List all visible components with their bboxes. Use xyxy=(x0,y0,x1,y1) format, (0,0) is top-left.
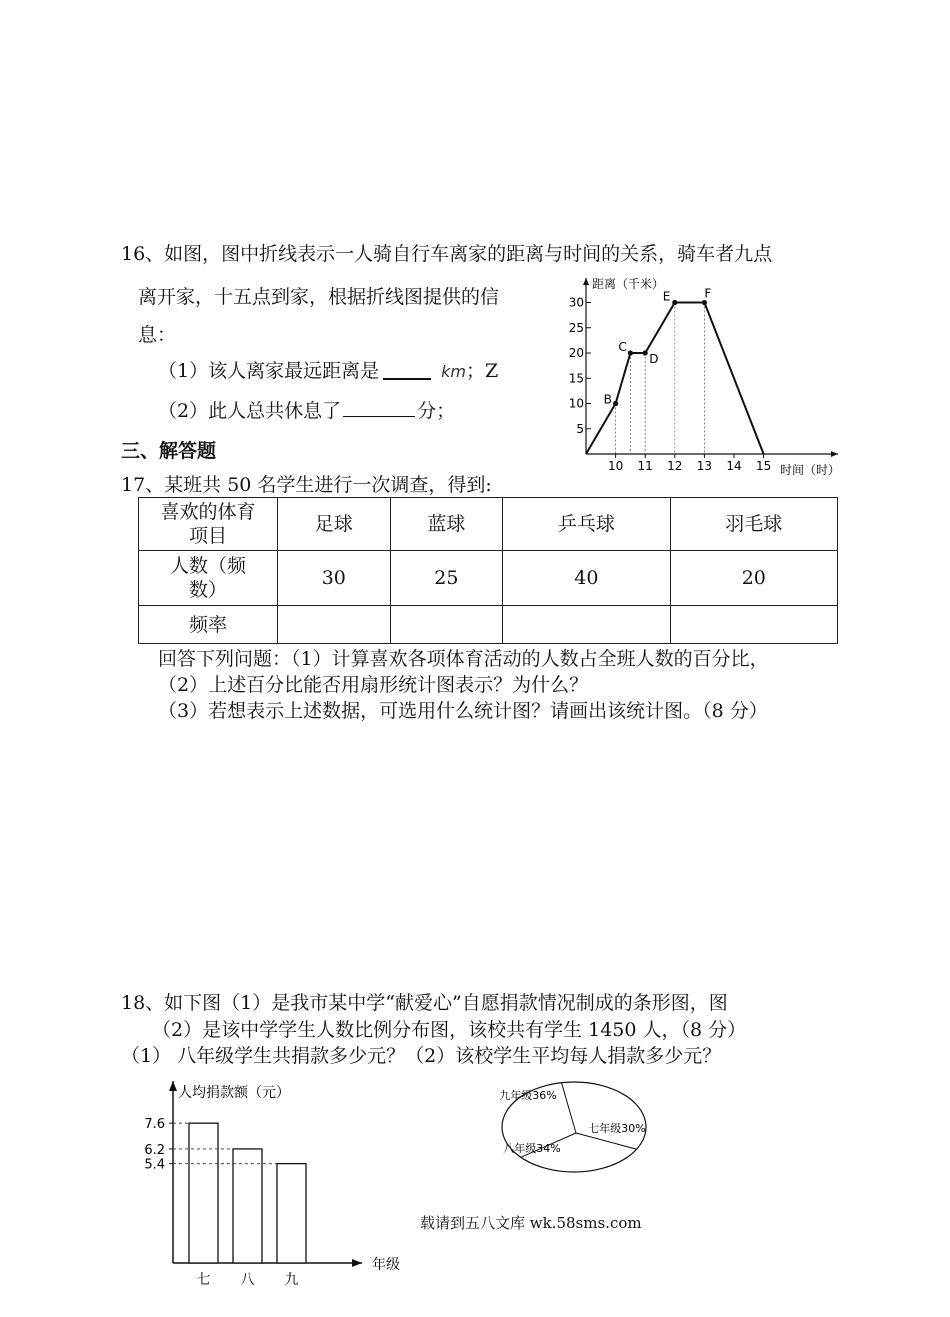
q16-sub1 xyxy=(158,358,498,385)
frequency-cell[interactable] xyxy=(278,606,391,644)
section-title: 三、解答题 xyxy=(121,440,217,462)
count-cell: 20 xyxy=(670,551,837,606)
count-cell: 40 xyxy=(503,551,670,606)
q18-line1: 18、如下图（1）是我市某中学“献爱心”自愿捐款情况制成的条形图，图 xyxy=(121,992,728,1014)
count-cell: 30 xyxy=(278,551,391,606)
y-value-label: 6.2 xyxy=(144,1142,165,1158)
x-axis-label: 时间（时） xyxy=(780,463,841,477)
x-tick-label: 13 xyxy=(696,459,713,473)
row-header-sport xyxy=(139,498,278,551)
point-label-C: C xyxy=(618,340,627,354)
footer-source: 载请到五八文库 wk.58sms.com xyxy=(420,1214,642,1232)
frequency-cell[interactable] xyxy=(503,606,670,644)
distance-time-chart xyxy=(568,268,848,480)
x-tick-label: 10 xyxy=(607,459,624,473)
count-cell: 25 xyxy=(390,551,503,606)
q17-question3: （3）若想表示上述数据，可选用什么统计图？请画出该统计图。（8 分） xyxy=(158,700,768,722)
col-header-football: 足球 xyxy=(278,498,391,551)
y-tick-label: 30 xyxy=(568,295,584,310)
row-header-line: 人数（频 xyxy=(169,555,246,577)
q17-intro: 17、某班共 50 名学生进行一次调查，得到: xyxy=(121,474,492,496)
q18-line3: （1） 八年级学生共捐款多少元？（2）该校学生平均每人捐款多少元？ xyxy=(121,1045,722,1067)
row-header-frequency: 频率 xyxy=(139,606,278,644)
data-point-C xyxy=(628,350,633,355)
answer-blank-1[interactable] xyxy=(383,364,431,380)
y-axis-label: 人均捐款额（元） xyxy=(178,1085,290,1101)
q16-sub1-tail: ；Z xyxy=(465,360,499,382)
q16-sub2-text: （2）此人总共休息了 xyxy=(158,400,342,422)
slice-label: 八年级34% xyxy=(503,1142,561,1155)
y-tick-label: 5 xyxy=(576,421,584,436)
y-tick-label: 25 xyxy=(568,320,584,335)
x-tick-label: 11 xyxy=(637,459,653,473)
survey-table xyxy=(138,497,838,644)
y-axis-label: 距离（千米） xyxy=(592,277,665,291)
col-header-pingpong: 乒乓球 xyxy=(503,498,670,551)
x-axis-label: 年级 xyxy=(372,1257,400,1273)
bar-1 xyxy=(189,1123,218,1263)
x-tick-label: 15 xyxy=(755,459,772,473)
donation-bar-chart xyxy=(130,1075,420,1297)
q16-line3: 息： xyxy=(138,324,177,346)
y-tick-label: 20 xyxy=(568,346,584,360)
q17-question1: 回答下列问题：（1）计算喜欢各项体育活动的人数占全班人数的百分比， xyxy=(158,648,769,670)
row-header-line: 数） xyxy=(188,579,227,601)
point-label-F: F xyxy=(704,286,712,301)
point-label-D: D xyxy=(649,352,659,366)
q16-line1: 16、如图，图中折线表示一人骑自行车离家的距离与时间的关系，骑车者九点 xyxy=(121,243,773,265)
y-tick-label: 15 xyxy=(568,371,584,386)
data-point-F xyxy=(702,300,707,305)
y-tick-label: 10 xyxy=(568,396,584,411)
bar-3 xyxy=(277,1164,306,1263)
row-header-line: 项目 xyxy=(188,525,227,547)
row-header-line: 喜欢的体育 xyxy=(160,501,256,523)
data-point-E xyxy=(672,300,677,305)
y-value-label: 5.4 xyxy=(144,1157,165,1173)
unit-km: km xyxy=(441,362,466,381)
q16-line2: 离开家，十五点到家，根据折线图提供的信 xyxy=(138,286,500,308)
y-axis-arrow xyxy=(169,1081,177,1091)
point-label-E: E xyxy=(662,289,671,304)
row-header-count xyxy=(139,551,278,606)
q16-sub1-text: （1）该人离家最远距离是 xyxy=(158,360,380,382)
category-label: 九 xyxy=(284,1272,299,1288)
bar-2 xyxy=(233,1149,262,1263)
x-axis-arrow xyxy=(352,1259,362,1267)
category-label: 七 xyxy=(196,1272,211,1288)
slice-label: 九年级36% xyxy=(499,1089,557,1102)
q16-sub2 xyxy=(158,396,455,424)
table-row xyxy=(139,498,838,551)
y-value-label: 7.6 xyxy=(144,1117,165,1133)
point-label-B: B xyxy=(603,392,612,407)
col-header-basketball: 蓝球 xyxy=(390,498,503,551)
q16-sub2-tail: 分； xyxy=(417,400,456,422)
answer-blank-2[interactable] xyxy=(343,396,415,417)
col-header-badminton: 羽毛球 xyxy=(670,498,837,551)
y-axis-arrow xyxy=(583,278,589,285)
x-axis-arrow xyxy=(831,451,838,457)
student-ratio-pie-chart xyxy=(490,1075,670,1185)
x-tick-label: 12 xyxy=(667,459,683,473)
q18-line2: （2）是该中学学生人数比例分布图，该校共有学生 1450 人，（8 分） xyxy=(152,1019,747,1041)
frequency-cell[interactable] xyxy=(390,606,503,644)
slice-label: 七年级30% xyxy=(588,1122,646,1135)
frequency-cell[interactable] xyxy=(670,606,837,644)
table-row xyxy=(139,606,838,644)
table-row xyxy=(139,551,838,606)
category-label: 八 xyxy=(240,1272,255,1288)
data-point-B xyxy=(613,401,618,406)
x-tick-label: 14 xyxy=(726,459,742,473)
data-point-D xyxy=(643,350,648,355)
q17-question2: （2）上述百分比能否用扇形统计图表示？为什么？ xyxy=(158,674,589,696)
